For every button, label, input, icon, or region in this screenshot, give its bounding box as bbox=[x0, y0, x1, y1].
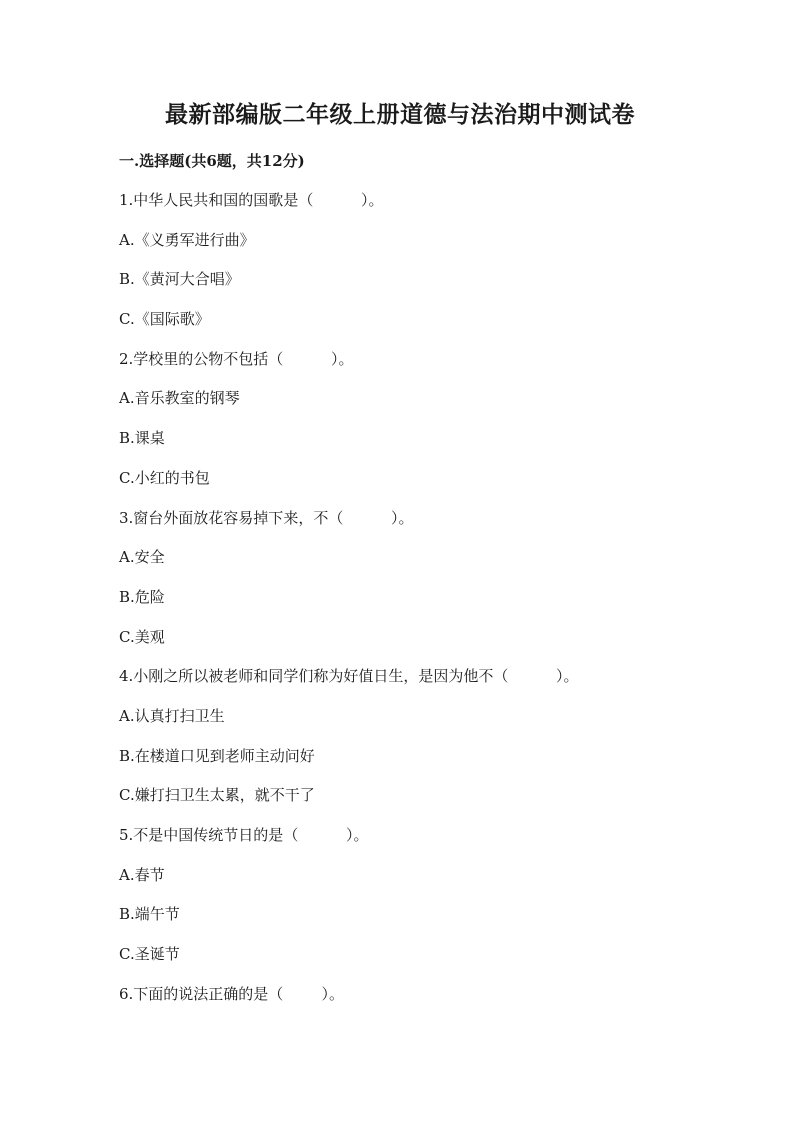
question-1-stem: 1.中华人民共和国的国歌是（ ）。 bbox=[119, 191, 384, 209]
question-1-option-a: A.《义勇军进行曲》 bbox=[119, 231, 255, 249]
exam-title: 最新部编版二年级上册道德与法治期中测试卷 bbox=[165, 101, 635, 128]
question-4-option-c: C.嫌打扫卫生太累，就不干了 bbox=[119, 786, 315, 804]
question-2-option-b: B.课桌 bbox=[119, 429, 165, 447]
question-5-option-a: A.春节 bbox=[119, 866, 165, 884]
question-1-option-b: B.《黄河大合唱》 bbox=[119, 270, 240, 288]
question-5-option-b: B.端午节 bbox=[119, 905, 180, 923]
question-3-stem: 3.窗台外面放花容易掉下来，不（ ）。 bbox=[119, 509, 414, 527]
question-4-option-a: A.认真打扫卫生 bbox=[119, 707, 225, 725]
question-3-option-c: C.美观 bbox=[119, 628, 165, 646]
question-3-option-a: A.安全 bbox=[119, 548, 165, 566]
question-5-stem: 5.不是中国传统节日的是（ ）。 bbox=[119, 826, 369, 844]
question-4-option-b: B.在楼道口见到老师主动问好 bbox=[119, 747, 315, 765]
question-2-stem: 2.学校里的公物不包括（ ）。 bbox=[119, 350, 354, 368]
question-1-option-c: C.《国际歌》 bbox=[119, 310, 210, 328]
question-2-option-a: A.音乐教室的钢琴 bbox=[119, 389, 240, 407]
question-2-option-c: C.小红的书包 bbox=[119, 469, 210, 487]
question-6-stem: 6.下面的说法正确的是（ ）。 bbox=[119, 985, 344, 1003]
question-5-option-c: C.圣诞节 bbox=[119, 945, 180, 963]
question-3-option-b: B.危险 bbox=[119, 588, 165, 606]
question-4-stem: 4.小刚之所以被老师和同学们称为好值日生，是因为他不（ ）。 bbox=[119, 667, 579, 685]
section-heading: 一.选择题(共6题，共12分) bbox=[119, 152, 305, 170]
